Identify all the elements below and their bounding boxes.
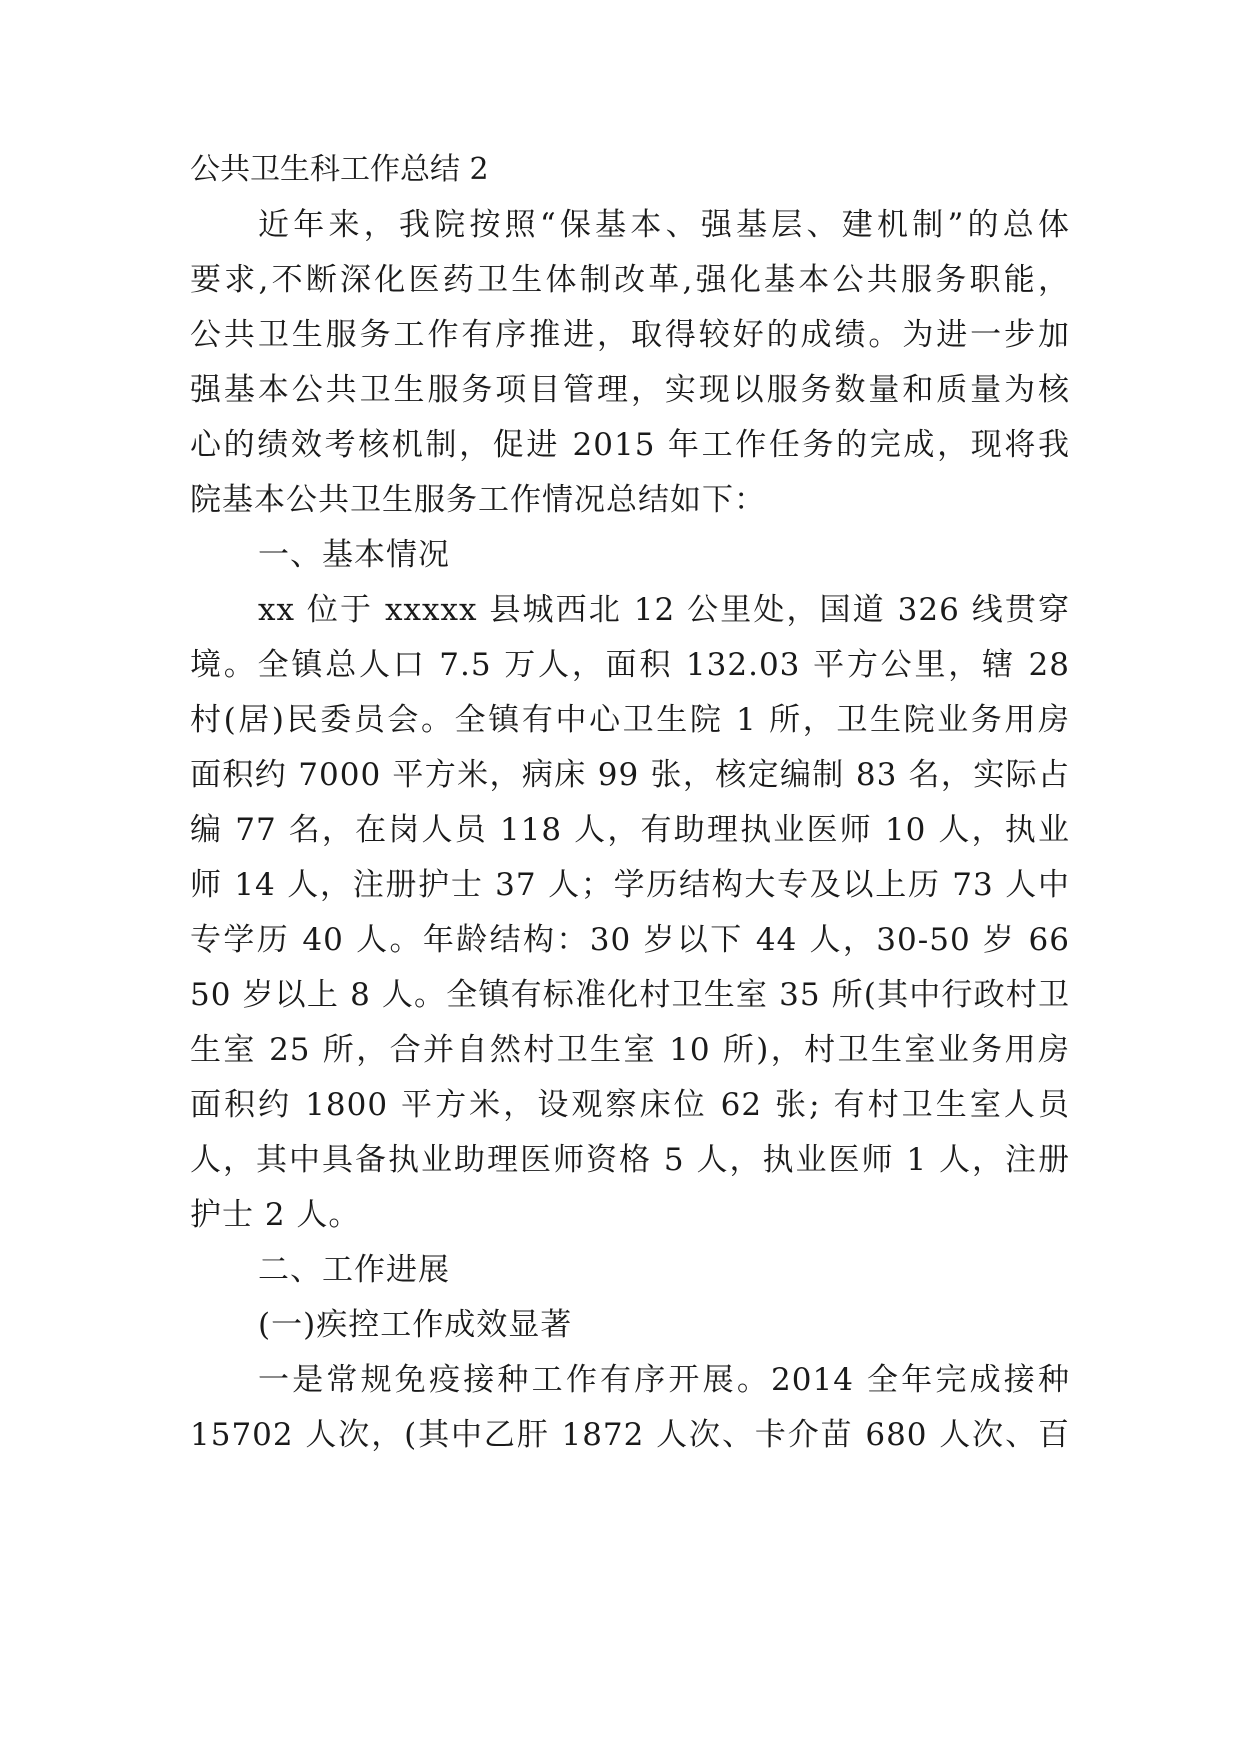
paragraph-line: 强基本公共卫生服务项目管理，实现以服务数量和质量为核 (190, 372, 1070, 408)
paragraph-line: 生室 25 所，合并自然村卫生室 10 所)，村卫生室业务用房 (190, 1032, 1070, 1068)
document-title: 公共卫生科工作总结 2 (190, 152, 489, 187)
paragraph-line: 15702 人次，(其中乙肝 1872 人次、卡介苗 680 人次、百 (190, 1417, 1070, 1453)
paragraph-line: 编 77 名，在岗人员 118 人，有助理执业医师 10 人，执业 (190, 812, 1070, 848)
paragraph-line: 专学历 40 人。年龄结构：30 岁以下 44 人，30-50 岁 66 (190, 922, 1070, 958)
subsection-heading: (一)疾控工作成效显著 (258, 1307, 573, 1343)
paragraph-line: xx 位于 xxxxx 县城西北 12 公里处，国道 326 线贯穿 (258, 592, 1070, 628)
paragraph-line: 村(居)民委员会。全镇有中心卫生院 1 所，卫生院业务用房 (190, 702, 1070, 738)
paragraph-line: 境。全镇总人口 7.5 万人，面积 132.03 平方公里，辖 28 (190, 647, 1070, 683)
paragraph-line: 近年来，我院按照“保基本、强基层、建机制”的总体 (258, 207, 1070, 243)
paragraph-line: 要求,不断深化医药卫生体制改革,强化基本公共服务职能， (190, 262, 1070, 298)
paragraph-line: 面积约 1800 平方米，设观察床位 62 张; 有村卫生室人员 (190, 1087, 1070, 1123)
paragraph-line: 人，其中具备执业助理医师资格 5 人，执业医师 1 人，注册 (190, 1142, 1070, 1178)
paragraph-line: 一是常规免疫接种工作有序开展。2014 全年完成接种 (258, 1362, 1070, 1398)
paragraph-line: 护士 2 人。 (190, 1197, 361, 1233)
paragraph-line: 心的绩效考核机制，促进 2015 年工作任务的完成，现将我 (190, 427, 1070, 463)
paragraph-line: 面积约 7000 平方米，病床 99 张，核定编制 83 名，实际占 (190, 757, 1070, 793)
section-heading: 一、基本情况 (258, 537, 450, 573)
paragraph-line: 院基本公共卫生服务工作情况总结如下： (190, 482, 766, 518)
paragraph-line: 师 14 人，注册护士 37 人；学历结构大专及以上历 73 人中 (190, 867, 1070, 903)
section-heading: 二、工作进展 (258, 1252, 450, 1288)
paragraph-line: 公共卫生服务工作有序推进，取得较好的成绩。为进一步加 (190, 317, 1070, 353)
paragraph-line: 50 岁以上 8 人。全镇有标准化村卫生室 35 所(其中行政村卫 (190, 977, 1070, 1013)
